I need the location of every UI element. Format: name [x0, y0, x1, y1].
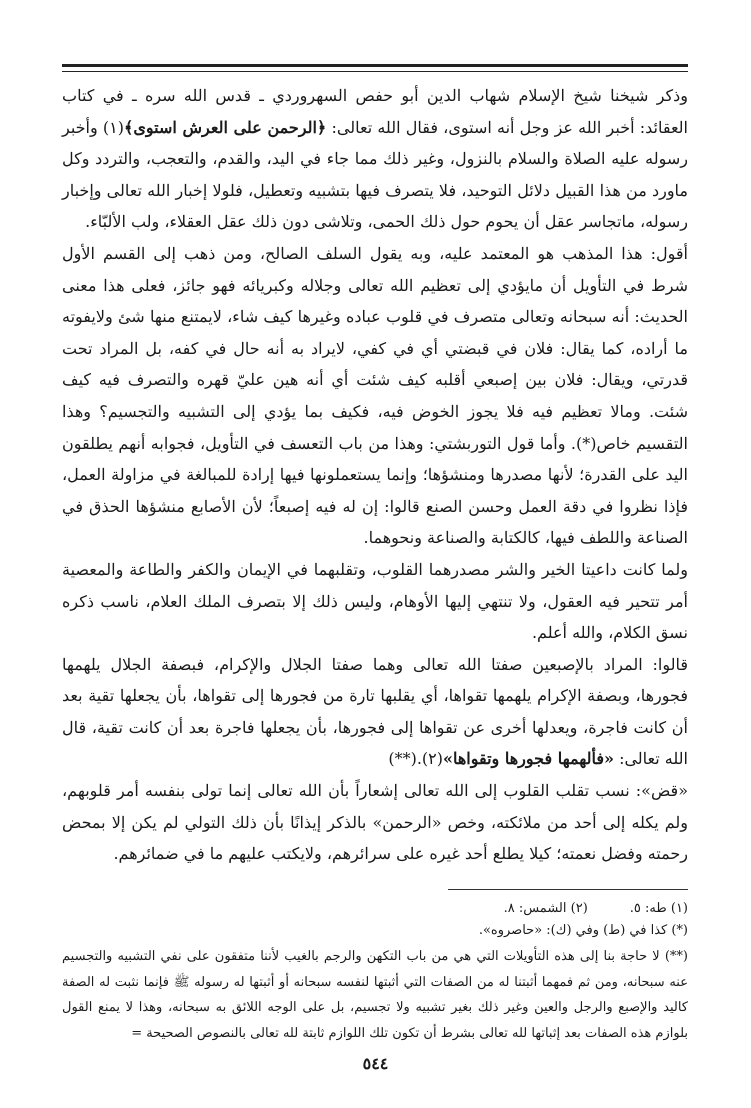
header-rule-thick	[62, 64, 688, 67]
paragraph: «قض»: نسب تقلب القلوب إلى الله تعالى إشعاراً بأن الله تعالى إنما تولى بنفسه أمر قلوبهم، ولم يكله إلى أحد من ملائكته، وخص «الرحمن» بالذكر إيذانًا بأن ذلك التولي لم يكن إلا بمحض رحمته وفضل نعمته؛ كيلا يطلع أحد غيره على سرائرهم، ولايكتب عليهم ما في ضمائرهم.	[62, 781, 688, 864]
footnote-double-star: (**) لا حاجة بنا إلى هذه التأويلات التي هي من باب التكهن والرجم بالغيب لأننا متفقون على نفي التشبيه والتجسيم عنه سبحانه، ومن ثم فمهما أثبتنا له من الصفات التي أثبتها لنفسه سبحانه أو أثبتها له رسوله ﷺ فإنما نثبت له الصفة كاليد والإصبع والرجل والعين وغير ذلك بغير تشبيه ولا تجسيم، بل على الوجه اللائق به سبحانه، وهذا لا يمنع القول بلوازم هذه الصفات بعد إثباتها لله تعالى بشرط أن تكون تلك اللوازم ثابتة لله تعالى بالنصوص الصحيحة =	[62, 949, 688, 1041]
paragraph: أقول: هذا المذهب هو المعتمد عليه، وبه يقول السلف الصالح، ومن ذهب إلى القسم الأول شرط في التأويل أن مايؤدي إلى تعظيم الله تعالى وجلاله وكبريائه فهو جائز، فعلى هذا معنى الحديث: أنه سبحانه وتعالى متصرف في قلوب عباده وغيرها كيف شاء، لايمتنع منها شئ ولايفوته ما أراده، كما يقال: فلان في قبضتي أي في كفي، لايراد به أنه حال في كفه، بل المراد تحت قدرتي، ويقال: فلان بين إصبعي أقلبه كيف شئت أي أنه هين عليّ قهره والتصرف فيه كيف شئت. ومالا تعظيم فيه فلا يجوز الخوض فيه، فكيف بما يؤدي إلى التشبيه والتجسيم؟ وهذا التقسيم خاص(*). وأما قول التوربشتي: وهذا من باب التعسف في التأويل، فجوابه أنهم يطلقون اليد على القدرة؛ لأنها مصدرها ومنشؤها؛ وإنما يستعملونها فيها إرادة للمبالغة في مزاولة العمل، فإذا نظروا في دقة العمل وحسن الصنع قالوا: إن له فيه إصبعاً؛ لأن الأصابع منشؤها الحذق في الصناعة واللطف فيها، كالكتابة والصناعة ونحوهما.	[62, 243, 689, 548]
header-rule-thin	[62, 71, 688, 72]
paragraph: ولما كانت داعيتا الخير والشر مصدرهما القلوب، وتقلبهما في الإيمان والكفر والطاعة والمعصية أمر تتحير فيه العقول، ولا تنتهي إليها الأوهام، وليس ذلك إلا بتصرف الملك العلام، ناسب ذكره نسق الكلام، والله أعلم.	[62, 559, 688, 643]
main-text	[62, 80, 688, 870]
page-number: ٥٤٤	[362, 1054, 389, 1073]
quran-verse: «فألهمها فجورها وتقواها»	[442, 749, 614, 769]
footnote-references	[62, 898, 688, 920]
paragraph: قالوا: المراد بالإصبعين صفتا الله تعالى وهما صفتا الجلال والإكرام، فبصفة الجلال يلهمها فجورها، وبصفة الإكرام يلهمها تقواها، أي يقلبها تارة من فجورها إلى تقواها، بأن يجعلها تقية بعد أن كانت فاجرة، ويعدلها أخرى عن تقواها إلى فجورها، بأن يجعلها فاجرة بعد أن كانت تقية، قال الله تعالى: «فألهمها فجورها وتقواها»(٢).(**)	[62, 654, 688, 769]
footnote-star: (*) كذا في (ط) وفي (ك): «حاصروه».	[478, 923, 688, 938]
footnote-ref-2: (٢) الشمس: ٨.	[503, 901, 588, 916]
footnote-separator	[448, 889, 688, 890]
paragraph: وذكر شيخنا شيخ الإسلام شهاب الدين أبو حفص السهروردي ـ قدس الله سره ـ في كتاب العقائد: أخبر الله عز وجل أنه استوى، فقال الله تعالى: ﴿الرحمن على العرش استوى﴾(١) وأخبر رسوله عليه الصلاة والسلام بالنزول، وغير ذلك مما جاء في اليد، والقدم، والتعجب، والتردد وكل ماورد من هذا القبيل دلائل التوحيد، فلا يتصرف فيها بتشبيه وتعطيل، فلولا إخبار الله تعالى وإخبار رسوله، ماتجاسر عقل أن يحوم حول ذلك الحمى، وتلاشى دون ذلك عقل العقلاء، ولب الألبّاء.	[62, 86, 689, 232]
footnote-ref-1: (١) طه: ٥.	[629, 901, 688, 916]
quran-verse: ﴿الرحمن على العرش استوى﴾	[124, 117, 327, 137]
